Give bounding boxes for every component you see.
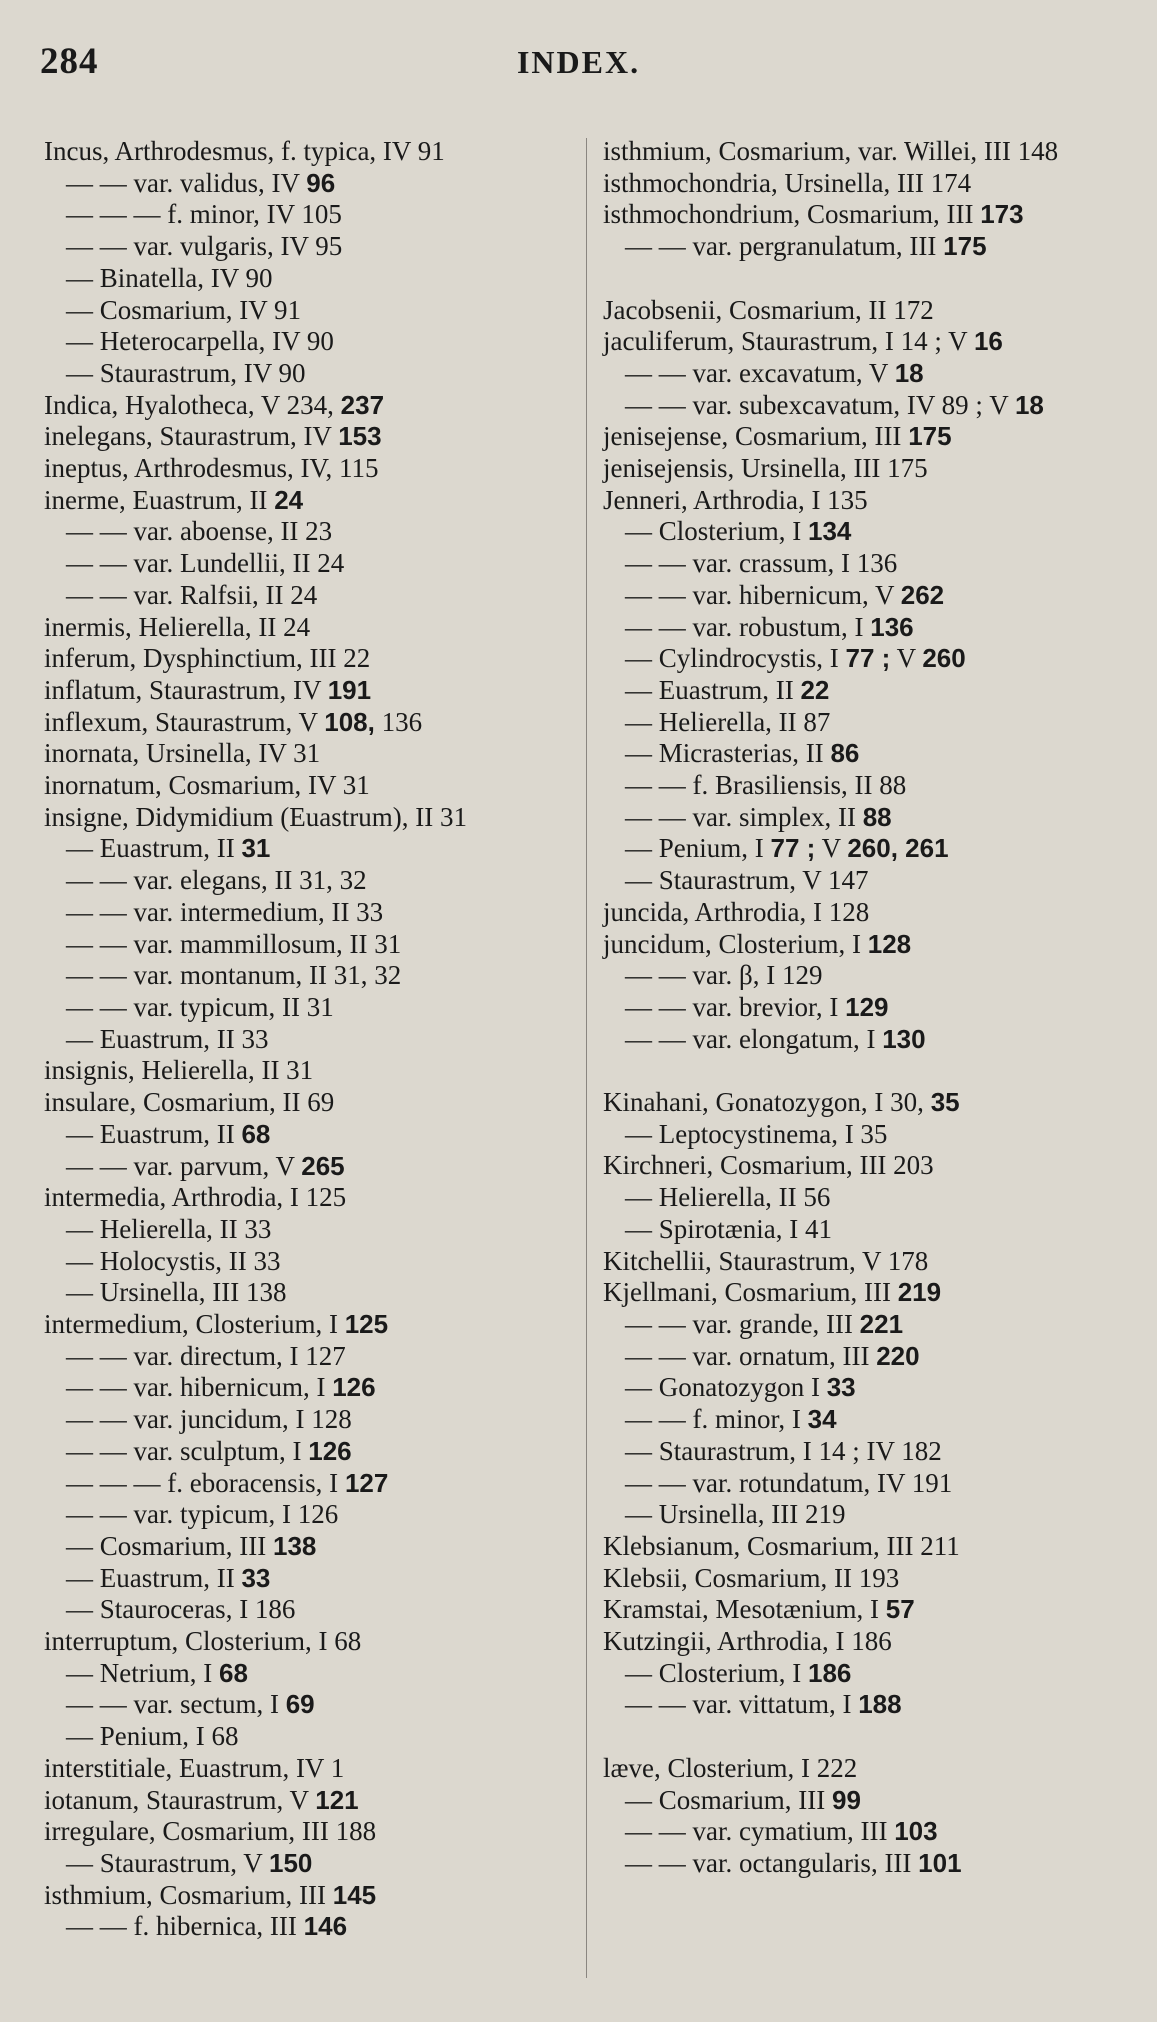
entry-bold-page: 34: [807, 1404, 837, 1435]
entry-text: — — var. hibernicum, I: [66, 1372, 333, 1403]
entry-bold-page: 121: [315, 1784, 359, 1815]
index-entry: [603, 485, 1143, 517]
entry-text: isthmochondrium, Cosmarium, III: [603, 199, 981, 230]
entry-text: — — — f. eboracensis, I: [66, 1467, 345, 1498]
index-entry: [603, 1024, 1143, 1056]
index-entry: [603, 960, 1143, 992]
entry-text: — — var. validus, IV: [66, 167, 307, 198]
index-entry: [603, 168, 1143, 200]
entry-text: — Closterium, I: [625, 516, 808, 547]
entry-bold-page: 33: [826, 1372, 856, 1403]
entry-text: — — var. hibernicum, V: [625, 579, 901, 610]
entry-text: — — var. grande, III: [625, 1308, 860, 1339]
index-entry: [603, 738, 1143, 770]
entry-text: juncidum, Closterium, I: [603, 928, 868, 959]
index-entry: [603, 358, 1143, 390]
index-entry: [44, 1911, 584, 1943]
index-entry: [44, 1753, 584, 1785]
index-entry: [603, 1277, 1143, 1309]
entry-bold-page: 153: [338, 421, 382, 452]
index-entry: [44, 1816, 584, 1848]
entry-bold-page: 260: [922, 643, 966, 674]
entry-text: Kutzingii, Arthrodia, I 186: [603, 1626, 892, 1657]
entry-text: Kinahani, Gonatozygon, I 30,: [603, 1087, 931, 1118]
entry-text: — — var. crassum, I 136: [625, 548, 898, 579]
entry-text: — — f. minor, I: [625, 1404, 808, 1435]
entry-text: — — var. rotundatum, IV 191: [625, 1467, 953, 1498]
entry-text: — Heterocarpella, IV 90: [66, 326, 334, 357]
entry-text: — Staurastrum, V 147: [625, 865, 869, 896]
index-entry: [44, 168, 584, 200]
index-entry: [603, 580, 1143, 612]
entry-text: — — var. sectum, I: [66, 1689, 286, 1720]
entry-text: — — — f. minor, IV 105: [66, 199, 342, 230]
entry-text: inferum, Dysphinctium, III 22: [44, 643, 371, 674]
entry-bold-page: 130: [882, 1023, 926, 1054]
index-entry: [44, 485, 584, 517]
index-entry: [603, 453, 1143, 485]
entry-bold-page: 188: [858, 1689, 902, 1720]
entry-text: — Leptocystinema, I 35: [625, 1118, 888, 1149]
entry-text: — Staurastrum, I 14 ; IV 182: [625, 1435, 942, 1466]
index-entry: [44, 421, 584, 453]
entry-text: — — var. mammillosum, II 31: [66, 928, 402, 959]
entry-text: — — var. typicum, II 31: [66, 991, 334, 1022]
index-entry: [603, 1563, 1143, 1595]
index-entry: [603, 1816, 1143, 1848]
entry-text: — — var. octangularis, III: [625, 1847, 919, 1878]
entry-bold-page: 173: [980, 199, 1024, 230]
entry-text: — Euastrum, II: [625, 674, 801, 705]
index-entry: [603, 1182, 1143, 1214]
index-entry: [603, 1626, 1143, 1658]
entry-bold-page: 18: [1014, 389, 1044, 420]
section-gap: [603, 1055, 1143, 1087]
index-entry: [44, 326, 584, 358]
entry-text: — — var. subexcavatum, IV 89 ; V: [625, 389, 1015, 420]
index-entry: [44, 580, 584, 612]
entry-bold-page: 96: [306, 167, 336, 198]
entry-bold-page: 24: [274, 484, 304, 515]
entry-text: Kjellmani, Cosmarium, III: [603, 1277, 898, 1308]
index-entry: [603, 643, 1143, 675]
index-entry: [44, 1436, 584, 1468]
index-entry: [603, 421, 1143, 453]
index-entry: [44, 1721, 584, 1753]
entry-text: — — var. typicum, I 126: [66, 1499, 339, 1530]
index-entry: [603, 1309, 1143, 1341]
entry-text-after: 136: [374, 706, 423, 737]
index-entry: [44, 833, 584, 865]
entry-text: — Holocystis, II 33: [66, 1245, 281, 1276]
entry-bold-page: 145: [332, 1879, 377, 1910]
index-entry: [603, 770, 1143, 802]
entry-text: — — var. brevior, I: [625, 991, 846, 1022]
entry-bold-page: 220: [876, 1340, 920, 1371]
entry-text: — Penium, I 68: [66, 1721, 239, 1752]
entry-text: — Ursinella, III 219: [625, 1499, 846, 1530]
entry-bold-page: 99: [831, 1784, 861, 1815]
index-entry: [44, 675, 584, 707]
index-entry: [603, 1436, 1143, 1468]
index-entry: [603, 199, 1143, 231]
entry-text: Kramstai, Mesotænium, I: [603, 1594, 886, 1625]
index-entry: [44, 992, 584, 1024]
index-entry: [44, 1563, 584, 1595]
index-entry: [44, 1372, 584, 1404]
section-gap: [603, 1721, 1143, 1753]
entry-text: isthmium, Cosmarium, var. Willei, III 148: [603, 136, 1059, 166]
entry-bold-page: 237: [340, 389, 385, 420]
entry-text: intermedium, Closterium, I: [44, 1309, 345, 1340]
entry-bold-page: 57: [885, 1594, 915, 1625]
entry-bold-page: 136: [870, 611, 914, 642]
index-entry: [603, 548, 1143, 580]
entry-text: — Staurastrum, V: [66, 1847, 270, 1878]
entry-bold-page: 101: [918, 1847, 962, 1878]
entry-text: — — var. pergranulatum, III: [625, 231, 944, 262]
index-entry: [603, 1087, 1143, 1119]
entry-text: — — var. excavatum, V: [625, 357, 895, 388]
entry-text: — Spirotænia, I 41: [625, 1213, 832, 1244]
entry-text: Kitchellii, Staurastrum, V 178: [603, 1245, 929, 1276]
index-entry: [44, 1499, 584, 1531]
entry-bold-page: 129: [845, 991, 889, 1022]
index-entry: [44, 1468, 584, 1500]
entry-text: — — var. Lundellii, II 24: [66, 548, 345, 579]
entry-bold-page: 219: [897, 1277, 942, 1308]
entry-bold-page: 221: [859, 1308, 904, 1339]
entry-text: inerme, Euastrum, II: [44, 484, 275, 515]
index-entry: [603, 1753, 1143, 1785]
entry-bold-page: 126: [332, 1372, 376, 1403]
entry-text: inornatum, Cosmarium, IV 31: [44, 770, 370, 801]
entry-text: — — var. simplex, II: [625, 801, 863, 832]
entry-text: inelegans, Staurastrum, IV: [44, 421, 339, 452]
entry-text: — Stauroceras, I 186: [66, 1594, 296, 1625]
index-entry: [603, 390, 1143, 422]
index-entry: [603, 136, 1143, 168]
index-entry: [44, 263, 584, 295]
index-entry: [44, 1531, 584, 1563]
entry-text: — Helierella, II 87: [625, 706, 831, 737]
entry-bold-page: 35: [930, 1087, 960, 1118]
index-entry: [603, 1468, 1143, 1500]
entry-text: interstitiale, Euastrum, IV 1: [44, 1752, 345, 1783]
entry-bold-page: 175: [908, 421, 952, 452]
entry-text: — — f. hibernica, III: [66, 1911, 304, 1942]
section-gap: [603, 263, 1143, 295]
entry-text: — Ursinella, III 138: [66, 1277, 287, 1308]
index-entry: [44, 802, 584, 834]
entry-text: — Closterium, I: [625, 1657, 808, 1688]
index-entry: [44, 1246, 584, 1278]
entry-text: inflexum, Staurastrum, V: [44, 706, 325, 737]
index-entry: [44, 1024, 584, 1056]
entry-text: isthmium, Cosmarium, III: [44, 1879, 333, 1910]
index-entry: [603, 516, 1143, 548]
entry-text: — Staurastrum, IV 90: [66, 357, 306, 388]
entry-text: — — var. juncidum, I 128: [66, 1404, 352, 1435]
index-entry: [44, 643, 584, 675]
entry-text: Kirchneri, Cosmarium, III 203: [603, 1150, 934, 1181]
entry-bold-page: 134: [808, 516, 852, 547]
index-entry: [44, 1594, 584, 1626]
entry-text: — — var. elegans, II 31, 32: [66, 865, 367, 896]
index-entry: [603, 326, 1143, 358]
entry-bold-page: 86: [830, 738, 860, 769]
index-entry: [603, 1372, 1143, 1404]
index-column-left: [44, 136, 584, 1943]
entry-text-after: V: [815, 833, 848, 864]
entry-text: — Euastrum, II: [66, 833, 242, 864]
entry-text: — — var. vulgaris, IV 95: [66, 231, 343, 262]
index-entry: [44, 960, 584, 992]
index-entry: [603, 1404, 1143, 1436]
entry-bold-page: 138: [272, 1530, 317, 1561]
index-entry: [44, 738, 584, 770]
index-entry: [44, 1785, 584, 1817]
entry-bold-page: 125: [344, 1309, 389, 1340]
index-column-right: [603, 136, 1143, 1880]
index-entry: [44, 548, 584, 580]
index-entry: [44, 865, 584, 897]
index-entry: [603, 675, 1143, 707]
index-entry: [44, 1404, 584, 1436]
entry-bold-page: 16: [973, 326, 1003, 357]
entry-text: — Cosmarium, III: [66, 1530, 273, 1561]
entry-text: insignis, Helierella, II 31: [44, 1055, 314, 1086]
index-entry: [603, 1246, 1143, 1278]
entry-text: — Binatella, IV 90: [66, 262, 273, 293]
index-entry: [603, 1658, 1143, 1690]
index-entry: [44, 770, 584, 802]
entry-bold-page: 69: [285, 1689, 315, 1720]
entry-text: læve, Closterium, I 222: [603, 1752, 858, 1783]
entry-text: — — var. intermedium, II 33: [66, 896, 384, 927]
index-entry: [44, 358, 584, 390]
entry-text: — — var. Ralfsii, II 24: [66, 579, 318, 610]
index-entry: [44, 1277, 584, 1309]
index-entry: [44, 707, 584, 739]
entry-text: insulare, Cosmarium, II 69: [44, 1087, 335, 1118]
index-entry: [603, 929, 1143, 961]
entry-text: — — var. directum, I 127: [66, 1340, 346, 1371]
index-entry: [44, 453, 584, 485]
index-entry: [603, 1848, 1143, 1880]
index-entry: [603, 1214, 1143, 1246]
entry-text: Jacobsenii, Cosmarium, II 172: [603, 294, 934, 325]
entry-text: — — var. cymatium, III: [625, 1816, 895, 1847]
index-entry: [603, 1785, 1143, 1817]
entry-text: — — var. β, I 129: [625, 960, 823, 991]
entry-bold-page: 88: [862, 801, 892, 832]
entry-text: — Netrium, I: [66, 1657, 219, 1688]
index-entry: [603, 833, 1143, 865]
index-entry: [44, 136, 584, 168]
entry-text: intermedia, Arthrodia, I 125: [44, 1182, 347, 1213]
entry-text: — — var. sculptum, I: [66, 1435, 309, 1466]
entry-bold-page: 146: [303, 1911, 348, 1942]
entry-text: juncida, Arthrodia, I 128: [603, 896, 870, 927]
entry-bold-page: 68: [241, 1118, 271, 1149]
entry-bold-page: 22: [800, 674, 830, 705]
entry-text: ineptus, Arthrodesmus, IV, 115: [44, 453, 379, 484]
entry-text: Incus, Arthrodesmus, f. typica, IV 91: [44, 136, 445, 166]
entry-text: — Cosmarium, IV 91: [66, 294, 301, 325]
index-entry: [603, 612, 1143, 644]
entry-text: inornata, Ursinella, IV 31: [44, 738, 321, 769]
index-entry: [603, 1119, 1143, 1151]
entry-text: — Euastrum, II: [66, 1562, 242, 1593]
index-entry: [44, 1214, 584, 1246]
entry-text: jenisejensis, Ursinella, III 175: [603, 453, 928, 484]
index-entry: [603, 295, 1143, 327]
entry-text: — — var. elongatum, I: [625, 1023, 883, 1054]
entry-text: — Cylindrocystis, I: [625, 643, 846, 674]
index-entry: [603, 1499, 1143, 1531]
entry-text: — Euastrum, II 33: [66, 1023, 269, 1054]
entry-text: isthmochondria, Ursinella, III 174: [603, 167, 972, 198]
index-entry: [603, 802, 1143, 834]
index-entry: [44, 1848, 584, 1880]
entry-text: inflatum, Staurastrum, IV: [44, 674, 328, 705]
entry-text: Klebsianum, Cosmarium, III 211: [603, 1530, 960, 1561]
entry-text: — Gonatozygon I: [625, 1372, 827, 1403]
entry-text: — — var. aboense, II 23: [66, 516, 333, 547]
index-entry: [44, 390, 584, 422]
index-entry: [44, 1151, 584, 1183]
index-entry: [44, 929, 584, 961]
page-number: 284: [40, 41, 99, 82]
entry-bold-page: 126: [308, 1435, 352, 1466]
index-entry: [44, 897, 584, 929]
entry-text: — Micrasterias, II: [625, 738, 831, 769]
entry-text: interruptum, Closterium, I 68: [44, 1626, 362, 1657]
index-entry: [44, 1658, 584, 1690]
column-divider: [586, 138, 587, 1978]
index-entry: [44, 612, 584, 644]
entry-text: — Helierella, II 33: [66, 1213, 272, 1244]
entry-text: inermis, Helierella, II 24: [44, 611, 311, 642]
entry-bold-page: 127: [344, 1467, 389, 1498]
entry-text: Jenneri, Arthrodia, I 135: [603, 484, 868, 515]
index-entry: [44, 231, 584, 263]
index-entry: [603, 1594, 1143, 1626]
index-entry: [44, 516, 584, 548]
entry-text: — Euastrum, II: [66, 1118, 242, 1149]
entry-text: jenisejense, Cosmarium, III: [603, 421, 909, 452]
entry-text: — — var. montanum, II 31, 32: [66, 960, 402, 991]
entry-bold-page: 260, 261: [847, 833, 949, 864]
index-entry: [603, 1531, 1143, 1563]
page-title: INDEX.: [516, 44, 641, 80]
entry-bold-page: 262: [900, 579, 945, 610]
entry-bold-page: 186: [808, 1657, 852, 1688]
entry-bold-page: 103: [894, 1816, 938, 1847]
index-entry: [44, 1055, 584, 1087]
index-entry: [44, 1626, 584, 1658]
index-entry: [603, 1341, 1143, 1373]
entry-text: Klebsii, Cosmarium, II 193: [603, 1562, 900, 1593]
entry-text: irregulare, Cosmarium, III 188: [44, 1816, 377, 1847]
index-entry: [44, 295, 584, 327]
entry-bold-page: 128: [867, 928, 912, 959]
entry-bold-page: 150: [269, 1847, 313, 1878]
entry-bold-page: 77 ;: [770, 833, 816, 864]
index-entry: [603, 231, 1143, 263]
index-entry: [603, 897, 1143, 929]
entry-text: iotanum, Staurastrum, V: [44, 1784, 316, 1815]
index-entry: [603, 1150, 1143, 1182]
entry-text: jaculiferum, Staurastrum, I 14 ; V: [603, 326, 974, 357]
entry-bold-page: 108,: [324, 706, 375, 737]
index-entry: [603, 707, 1143, 739]
index-entry: [603, 1689, 1143, 1721]
entry-bold-page: 31: [241, 833, 271, 864]
entry-bold-page: 265: [301, 1150, 345, 1181]
entry-text: — — f. Brasiliensis, II 88: [625, 770, 907, 801]
index-entry: [603, 992, 1143, 1024]
index-entry: [44, 1119, 584, 1151]
entry-bold-page: 175: [943, 231, 987, 262]
entry-text: insigne, Didymidium (Euastrum), II 31: [44, 801, 467, 832]
entry-text-after: V: [890, 643, 923, 674]
index-entry: [44, 1689, 584, 1721]
index-entry: [44, 1182, 584, 1214]
entry-text: — — var. parvum, V: [66, 1150, 302, 1181]
entry-bold-page: 68: [218, 1657, 248, 1688]
index-entry: [44, 1880, 584, 1912]
entry-text: — Penium, I: [625, 833, 771, 864]
entry-bold-page: 191: [327, 674, 372, 705]
entry-text: — — var. ornatum, III: [625, 1340, 877, 1371]
entry-text: — — var. vittatum, I: [625, 1689, 859, 1720]
entry-bold-page: 77 ;: [845, 643, 891, 674]
entry-text: Indica, Hyalotheca, V 234,: [44, 389, 341, 420]
index-entry: [44, 1087, 584, 1119]
index-entry: [603, 865, 1143, 897]
index-entry: [44, 1309, 584, 1341]
entry-bold-page: 33: [241, 1562, 271, 1593]
entry-text: — Cosmarium, III: [625, 1784, 832, 1815]
entry-bold-page: 18: [894, 357, 924, 388]
index-entry: [44, 1341, 584, 1373]
entry-text: — Helierella, II 56: [625, 1182, 831, 1213]
index-entry: [44, 199, 584, 231]
entry-text: — — var. robustum, I: [625, 611, 871, 642]
